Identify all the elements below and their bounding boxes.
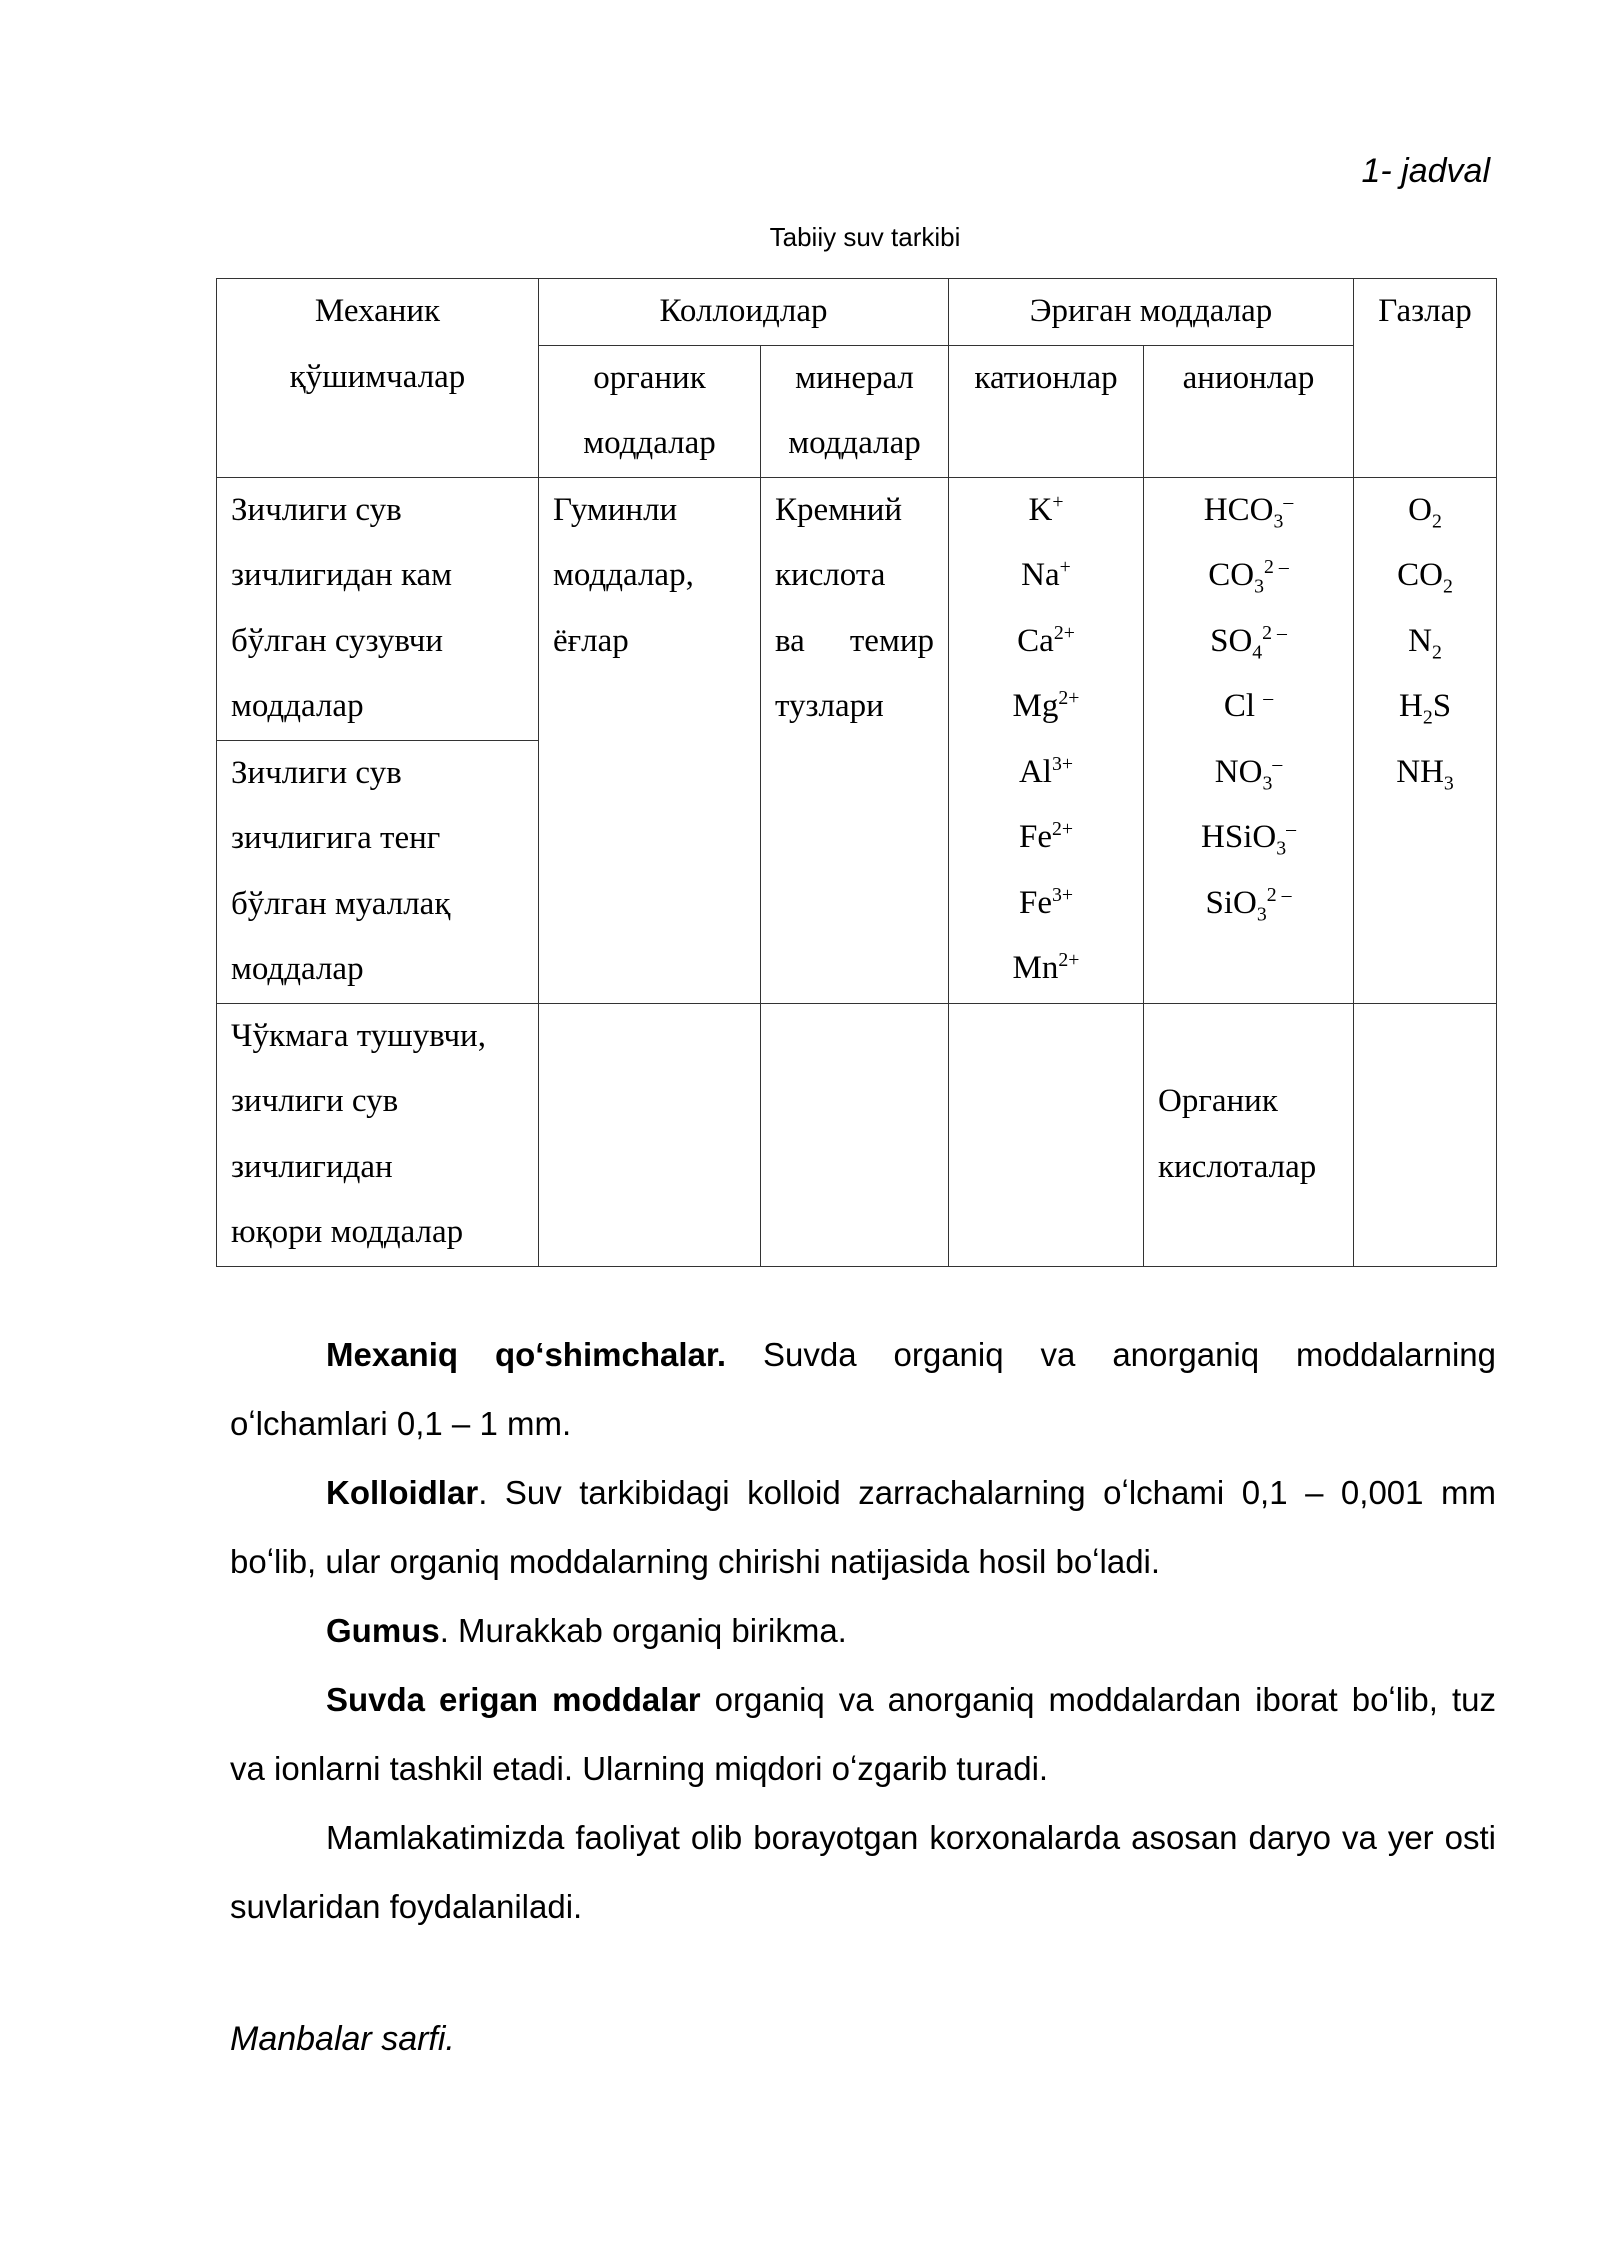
header-row-1	[217, 279, 1497, 346]
ion-formula: Cl –	[1223, 687, 1274, 724]
ion-formula: K+	[1028, 490, 1064, 528]
water-composition-table	[216, 278, 1497, 1267]
anions-cell	[1144, 477, 1354, 1003]
gas-formula: $H_2S$	[1398, 688, 1452, 729]
mechanical-sediment-cell: Чўкмага тушувчи, зичлиги сув зичлигидан юқори моддалар	[217, 1003, 539, 1266]
ion-formula: $CO_3^{2 -}$	[1208, 556, 1289, 598]
mineral-colloids-cell: Кремний кислота ва темир тузлари	[761, 477, 949, 1003]
empty-cell	[539, 1003, 761, 1266]
header-gases: Газлар	[1354, 279, 1497, 478]
paragraph-mechanical: Mexaniq qoʻshimchalar. Suvda organiq va anorganiq moddalarning oʻlchamlari 0,1 – 1 mm.	[230, 1336, 1497, 1442]
ion-formula: SiO$_3^{2 -}$	[1205, 883, 1292, 926]
header-anions: анионлар	[1144, 345, 1354, 477]
gas-formula: $NH_3$	[1396, 753, 1454, 795]
mechanical-floating-cell: Зичлиги сув зичлигидан кам бўлган сузувчи моддалар	[217, 477, 539, 740]
ion-formula: Na+	[1021, 556, 1071, 593]
paragraph-humus: Gumus. Murakkab organiq birikma.	[326, 1612, 847, 1649]
organic-colloids-cell: Гуминли моддалар, ёғлар	[539, 477, 761, 1003]
empty-cell	[1354, 1003, 1497, 1266]
ion-formula: $HCO_3^-$	[1203, 490, 1294, 533]
gas-formula: $N_2$	[1408, 622, 1442, 664]
header-dissolved: Эриган моддалар	[949, 279, 1354, 346]
gases-cell	[1354, 477, 1497, 1003]
header-mechanical: Механик қўшимчалар	[217, 279, 539, 478]
empty-cell	[949, 1003, 1144, 1266]
cations-cell	[949, 477, 1144, 1003]
gas-formula: $CO_2$	[1397, 557, 1453, 598]
table-caption: Tabiiy suv tarkibi	[769, 222, 961, 252]
table-row	[217, 477, 1497, 740]
ion-formula: $Ca^{2+}$	[1017, 621, 1075, 659]
header-mineral: минерал моддалар	[761, 345, 949, 477]
header-organic: органик моддалар	[539, 345, 761, 477]
gas-formula: $O_2$	[1408, 491, 1442, 533]
ion-formula: $Mn^{2+}$	[1012, 949, 1080, 986]
ion-formula: $Fe^{2+}$	[1018, 818, 1074, 855]
mechanical-suspended-cell: Зичлиги сув зичлигига тенг бўлган муаллақ моддалар	[217, 740, 539, 1003]
paragraph-dissolved: Suvda erigan moddalar organiq va anorganiq moddalardan iborat boʻlib, tuz va ionlarni tashkil etadi. Ularning miqdori oʻzgarib turadi.	[230, 1681, 1496, 1787]
empty-cell	[761, 1003, 949, 1266]
ion-formula: $Fe^{3+}$	[1018, 883, 1074, 921]
paragraph-colloids: Kolloidlar. Suv tarkibidagi kolloid zarrachalarning oʻlchami 0,1 – 0,001 mm boʻlib, ular organiq moddalarning chirishi natijasida hosil boʻladi.	[230, 1474, 1496, 1580]
ion-formula: $SO_4^{2 -}$	[1210, 621, 1287, 664]
ion-formula: HSiO$_3$–	[1201, 818, 1296, 860]
ion-formula: $NO_3^-$	[1214, 752, 1283, 795]
header-cations: катионлар	[949, 345, 1144, 477]
paragraph-enterprises: Mamlakatimizda faoliyat olib borayotgan korxonalarda asosan daryo va yer osti suvlaridan foydalaniladi.	[230, 1819, 1496, 1925]
table-number: 1- jadval	[1361, 152, 1490, 190]
header-colloids: Коллоидлар	[539, 279, 949, 346]
table-row	[217, 1003, 1497, 1266]
ion-formula: $Mg^{2+}$	[1012, 687, 1080, 724]
ion-formula: $Al^{3+}$	[1018, 752, 1074, 790]
section-heading-resources: Manbalar sarfi.	[230, 2020, 455, 2058]
organic-acids-cell: Органик кислоталар	[1144, 1003, 1354, 1266]
